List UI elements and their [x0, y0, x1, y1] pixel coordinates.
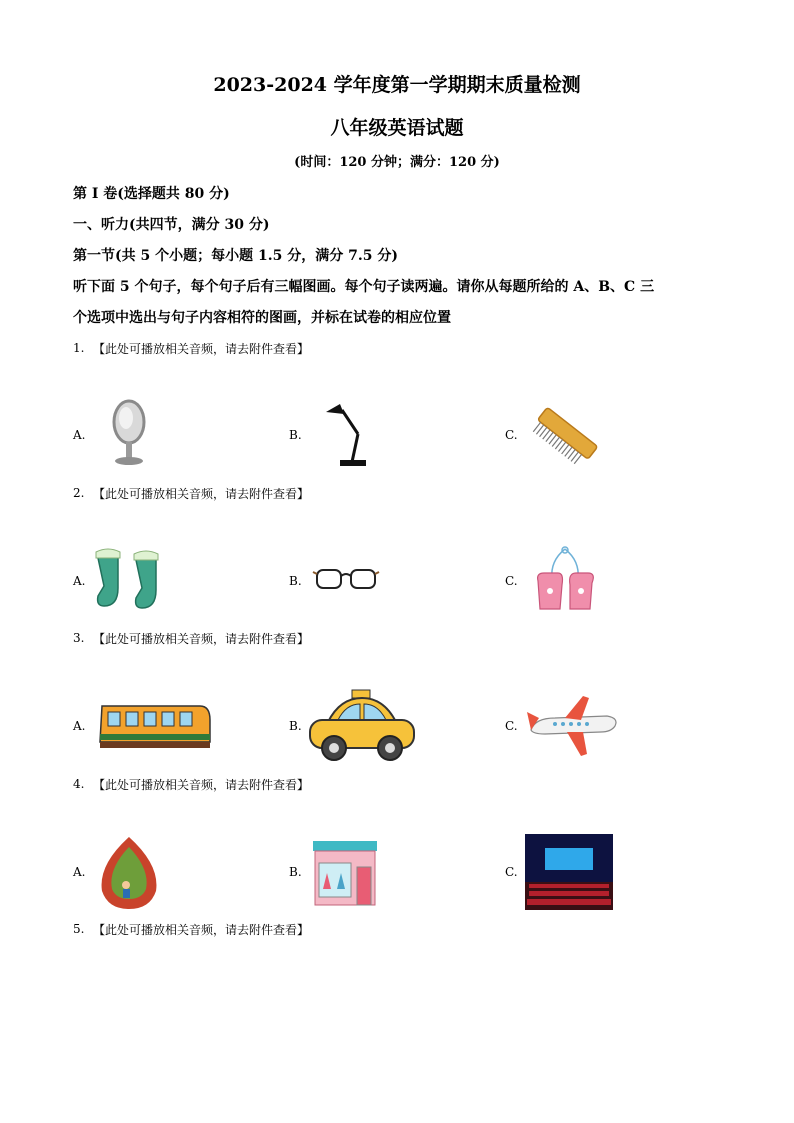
exam-info: (时间：120 分钟；满分：120 分)	[294, 155, 500, 170]
question-3-audio-note: 【此处可播放相关音频，请去附件查看】	[93, 632, 310, 646]
listening-heading: 一、听力(共四节，满分 30 分)	[73, 217, 270, 233]
instructions-line-2: 个选项中选出与句子内容相符的图画，并标在试卷的相应位置	[73, 310, 451, 326]
mirror-image	[104, 398, 154, 468]
q3-option-b-label: B.	[289, 719, 302, 733]
desk-lamp-image	[318, 400, 373, 470]
q1-option-b-label: B.	[289, 428, 302, 442]
question-2-audio-note: 【此处可播放相关音频，请去附件查看】	[93, 487, 310, 501]
sports-field-image	[96, 835, 162, 911]
q2-option-c-label: C.	[505, 574, 518, 588]
question-4-number: 4.	[73, 777, 85, 791]
exam-title: 2023-2024 学年度第一学期期末质量检测	[213, 74, 581, 96]
shop-image	[309, 839, 381, 907]
question-1-audio-note: 【此处可播放相关音频，请去附件查看】	[93, 342, 310, 356]
q3-option-a-label: A.	[73, 719, 86, 733]
q2-option-b-label: B.	[289, 574, 302, 588]
section-one-heading: 第一节(共 5 个小题；每小题 1.5 分，满分 7.5 分)	[73, 248, 398, 264]
q1-option-c-label: C.	[505, 428, 518, 442]
instructions-line-1: 听下面 5 个句子，每个句子后有三幅图画。每个句子读两遍。请你从每题所给的 A、B、C 三	[73, 279, 655, 295]
glasses-image	[311, 564, 381, 594]
airplane-image	[525, 694, 621, 758]
question-4-audio-note: 【此处可播放相关音频，请去附件查看】	[93, 778, 310, 792]
socks-image	[92, 548, 170, 614]
exam-subtitle: 八年级英语试题	[330, 117, 464, 139]
cinema-image	[525, 834, 613, 910]
question-1-number: 1.	[73, 341, 85, 355]
q4-option-c-label: C.	[505, 865, 518, 879]
train-image	[96, 696, 212, 754]
taxi-image	[306, 688, 418, 766]
question-5-audio-note: 【此处可播放相关音频，请去附件查看】	[93, 923, 310, 937]
comb-image	[528, 400, 603, 470]
part-one-heading: 第 Ⅰ 卷(选择题共 80 分)	[73, 186, 230, 202]
q2-option-a-label: A.	[73, 574, 86, 588]
mittens-image	[530, 545, 600, 617]
question-2-number: 2.	[73, 486, 85, 500]
question-5-number: 5.	[73, 922, 85, 936]
q4-option-b-label: B.	[289, 865, 302, 879]
question-3-number: 3.	[73, 631, 85, 645]
q4-option-a-label: A.	[73, 865, 86, 879]
q3-option-c-label: C.	[505, 719, 518, 733]
q1-option-a-label: A.	[73, 428, 86, 442]
